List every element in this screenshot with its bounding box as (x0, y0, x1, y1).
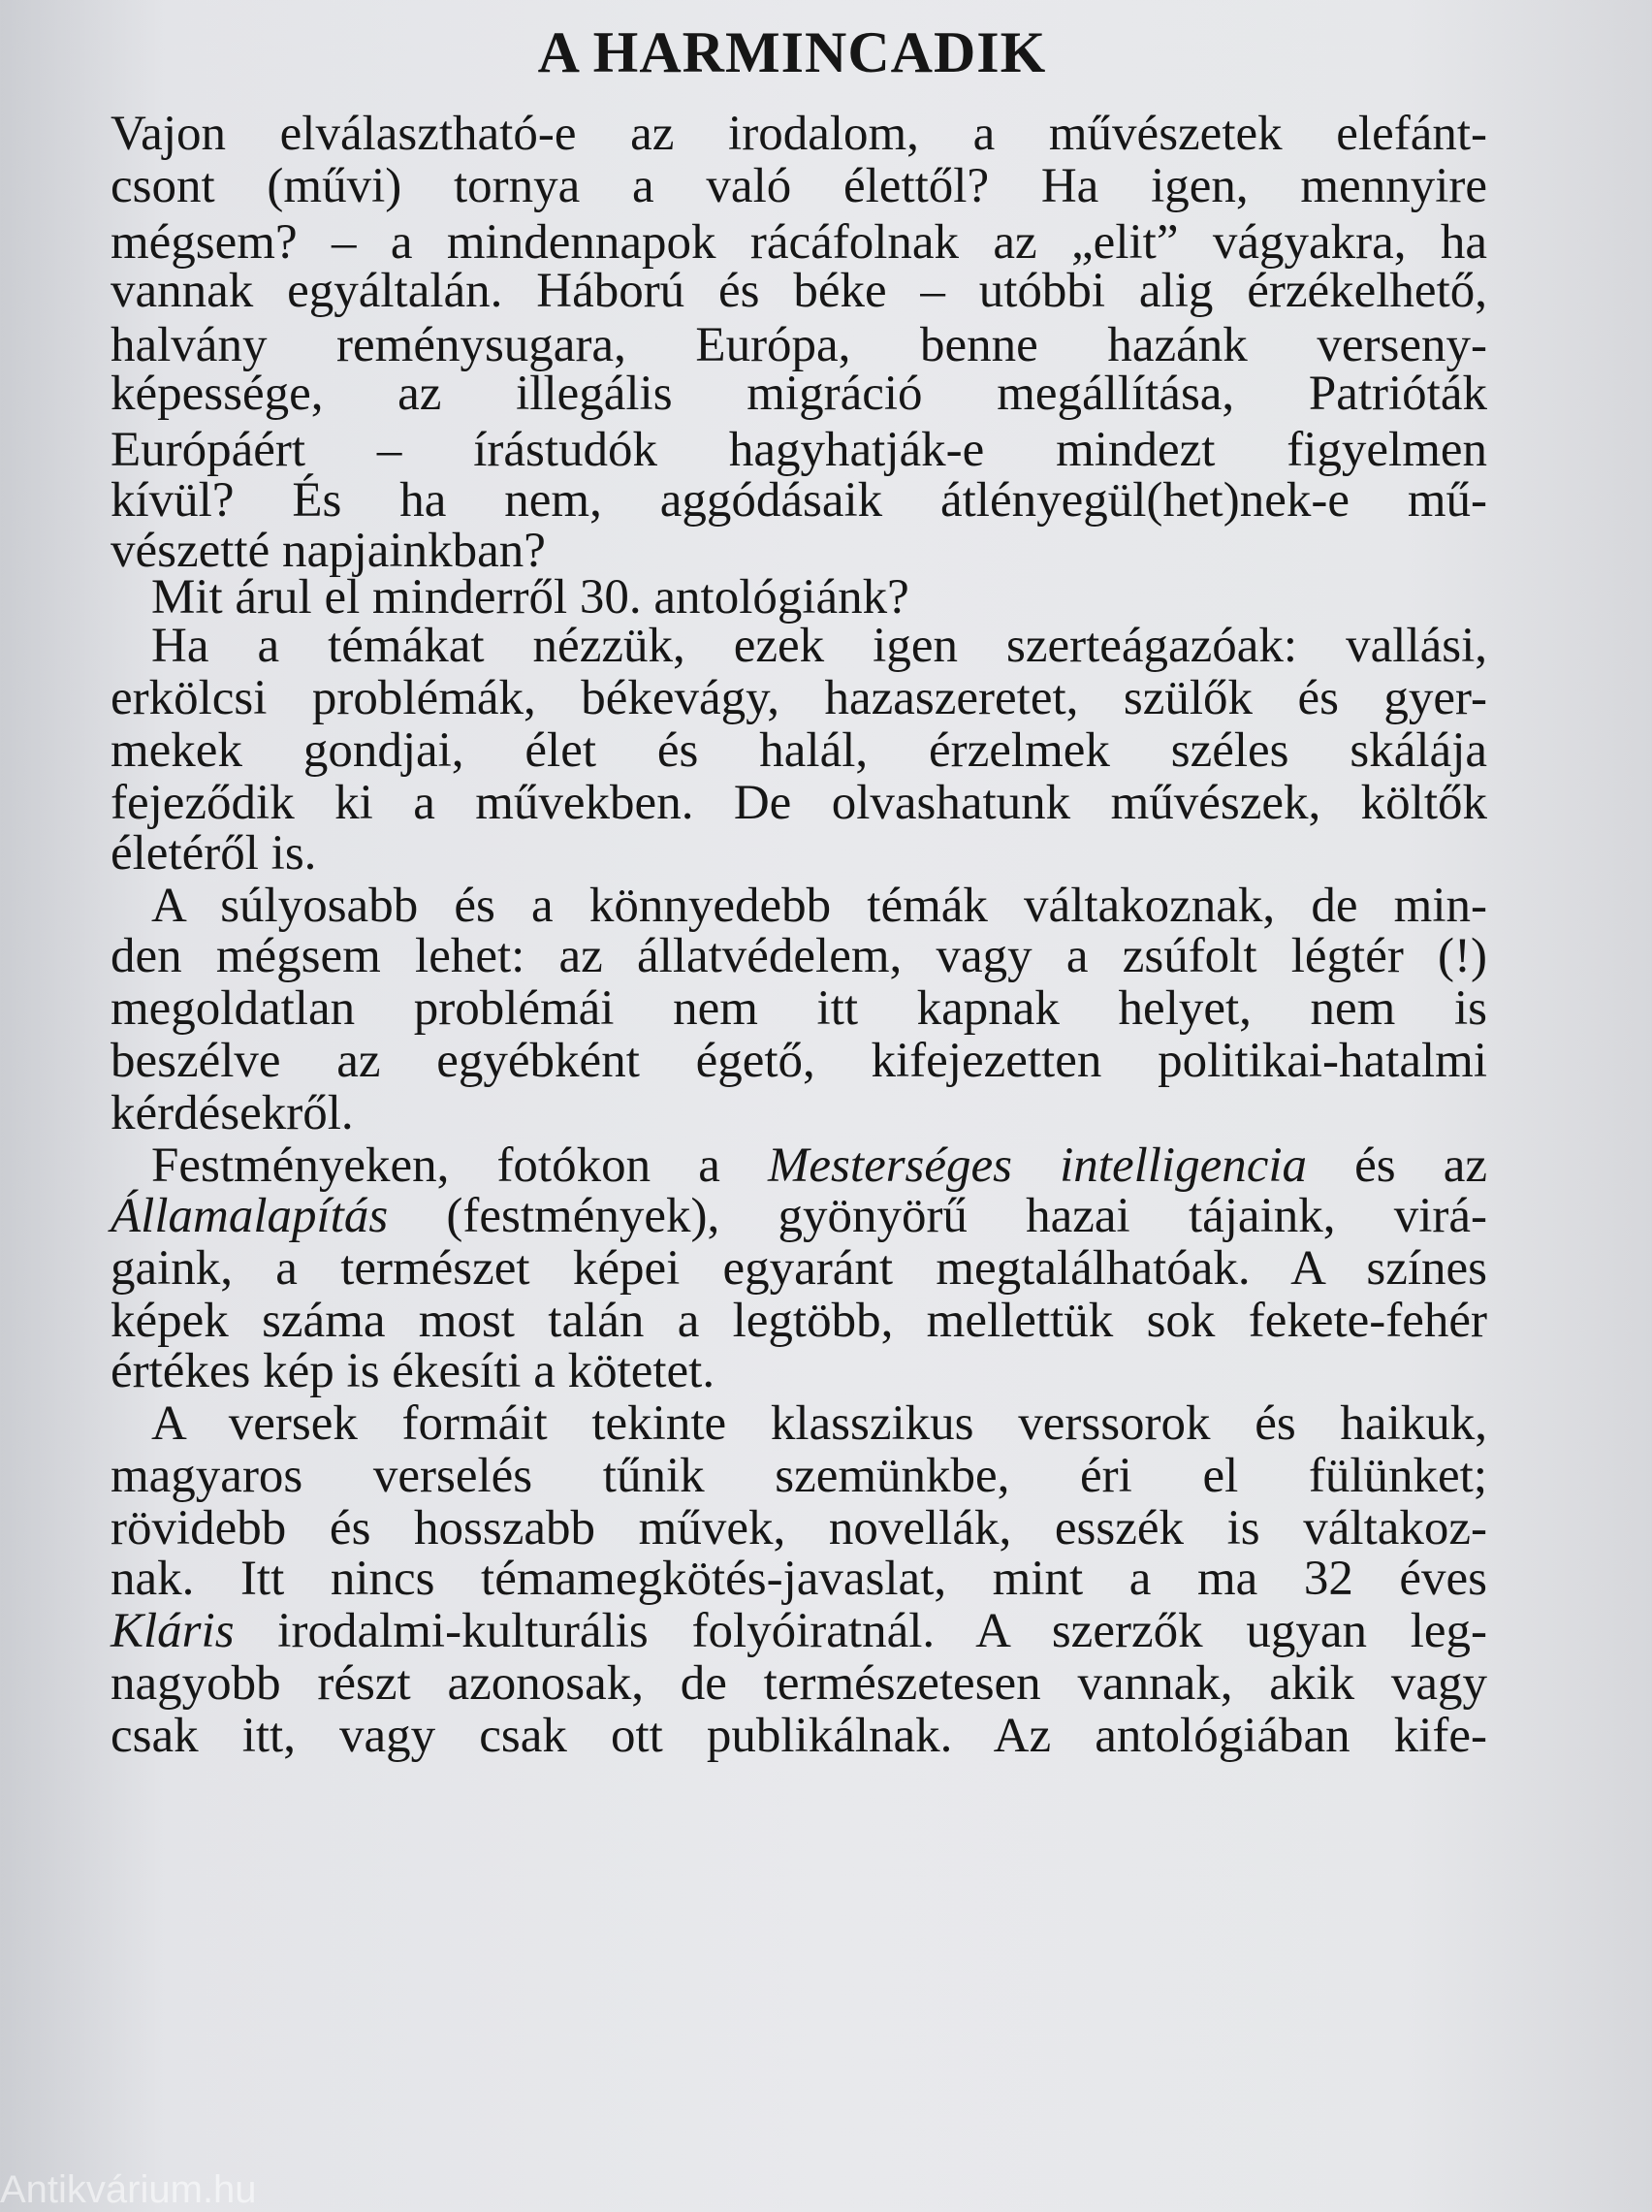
watermark: Antikvárium.hu (0, 2168, 257, 2211)
text-line: rövidebb és hosszabb művek, novellák, esszék is váltakoz- (111, 1501, 1487, 1555)
text-line: halvány reménysugara, Európa, benne hazánk verseny- (111, 318, 1487, 372)
text-line: A súlyosabb és a könnyedebb témák váltakoznak, de min- (151, 879, 1487, 933)
text-line: Vajon elválasztható-e az irodalom, a művészetek elefánt- (111, 107, 1487, 161)
text-line: kívül? És ha nem, aggódásaik átlényegül(het)nek-e mű- (111, 473, 1487, 528)
text-line: den mégsem lehet: az állatvédelem, vagy a zsúfolt légtér (!) (111, 929, 1487, 983)
italic-title: Kláris (111, 1604, 235, 1658)
text-line: csont (művi) tornya a való élettől? Ha igen, mennyire (111, 159, 1487, 213)
text-line: gaink, a természet képei egyaránt megtalálhatóak. A színes (111, 1241, 1487, 1296)
text-segment: és az (1307, 1138, 1487, 1193)
text-line: Európáért – írástudók hagyhatják-e mindezt figyelmen (111, 423, 1487, 477)
text-line: csak itt, vagy csak ott publikálnak. Az antológiában kife- (111, 1709, 1487, 1763)
text-line: magyaros verselés tűnik szemünkbe, éri el fülünket; (111, 1449, 1487, 1503)
text-line: Mit árul el minderről 30. antológiánk? (151, 570, 909, 625)
text-line: értékes kép is ékesíti a kötetet. (111, 1344, 715, 1398)
text-line: vannak egyáltalán. Háború és béke – utóbbi alig érzékelhető, (111, 264, 1487, 318)
text-line: fejeződik ki a művekben. De olvashatunk művészek, költők (111, 776, 1487, 830)
text-line: nagyobb részt azonosak, de természetesen vannak, akik vagy (111, 1656, 1487, 1711)
text-line: képessége, az illegális migráció megállítása, Patrióták (111, 367, 1487, 421)
text-segment: Festményeken, fotókon a (151, 1138, 768, 1193)
text-line: mekek gondjai, élet és halál, érzelmek széles skálája (111, 723, 1487, 778)
text-line: vészetté napjainkban? (111, 524, 546, 578)
text-line: mégsem? – a mindennapok rácáfolnak az „elit” vágyakra, ha (111, 215, 1487, 270)
text-line: A versek formáit tekinte klasszikus verssorok és haikuk, (151, 1396, 1487, 1451)
text-segment: (festmények), gyönyörű hazai tájaink, virá- (388, 1189, 1487, 1243)
text-line: kérdésekről. (111, 1086, 354, 1140)
italic-title: Mesterséges intelligencia (767, 1138, 1308, 1193)
text-line: képek száma most talán a legtöbb, mellettük sok fekete-fehér (111, 1294, 1487, 1348)
text-segment: irodalmi-kulturális folyóiratnál. A szerzők ugyan leg- (234, 1604, 1487, 1658)
page-title: A HARMINCADIK (537, 20, 1047, 84)
text-line: erkölcsi problémák, békevágy, hazaszeretet, szülők és gyer- (111, 671, 1487, 725)
italic-title: Államalapítás (111, 1189, 389, 1243)
text-line: életéről is. (111, 826, 317, 881)
text-line: beszélve az egyébként égető, kifejezetten politikai-hatalmi (111, 1034, 1487, 1088)
text-line: megoldatlan problémái nem itt kapnak helyet, nem is (111, 981, 1487, 1036)
text-line: nak. Itt nincs témamegkötés-javaslat, mint a ma 32 éves (111, 1552, 1487, 1606)
text-line: Ha a témákat nézzük, ezek igen szerteágazóak: vallási, (151, 619, 1487, 673)
